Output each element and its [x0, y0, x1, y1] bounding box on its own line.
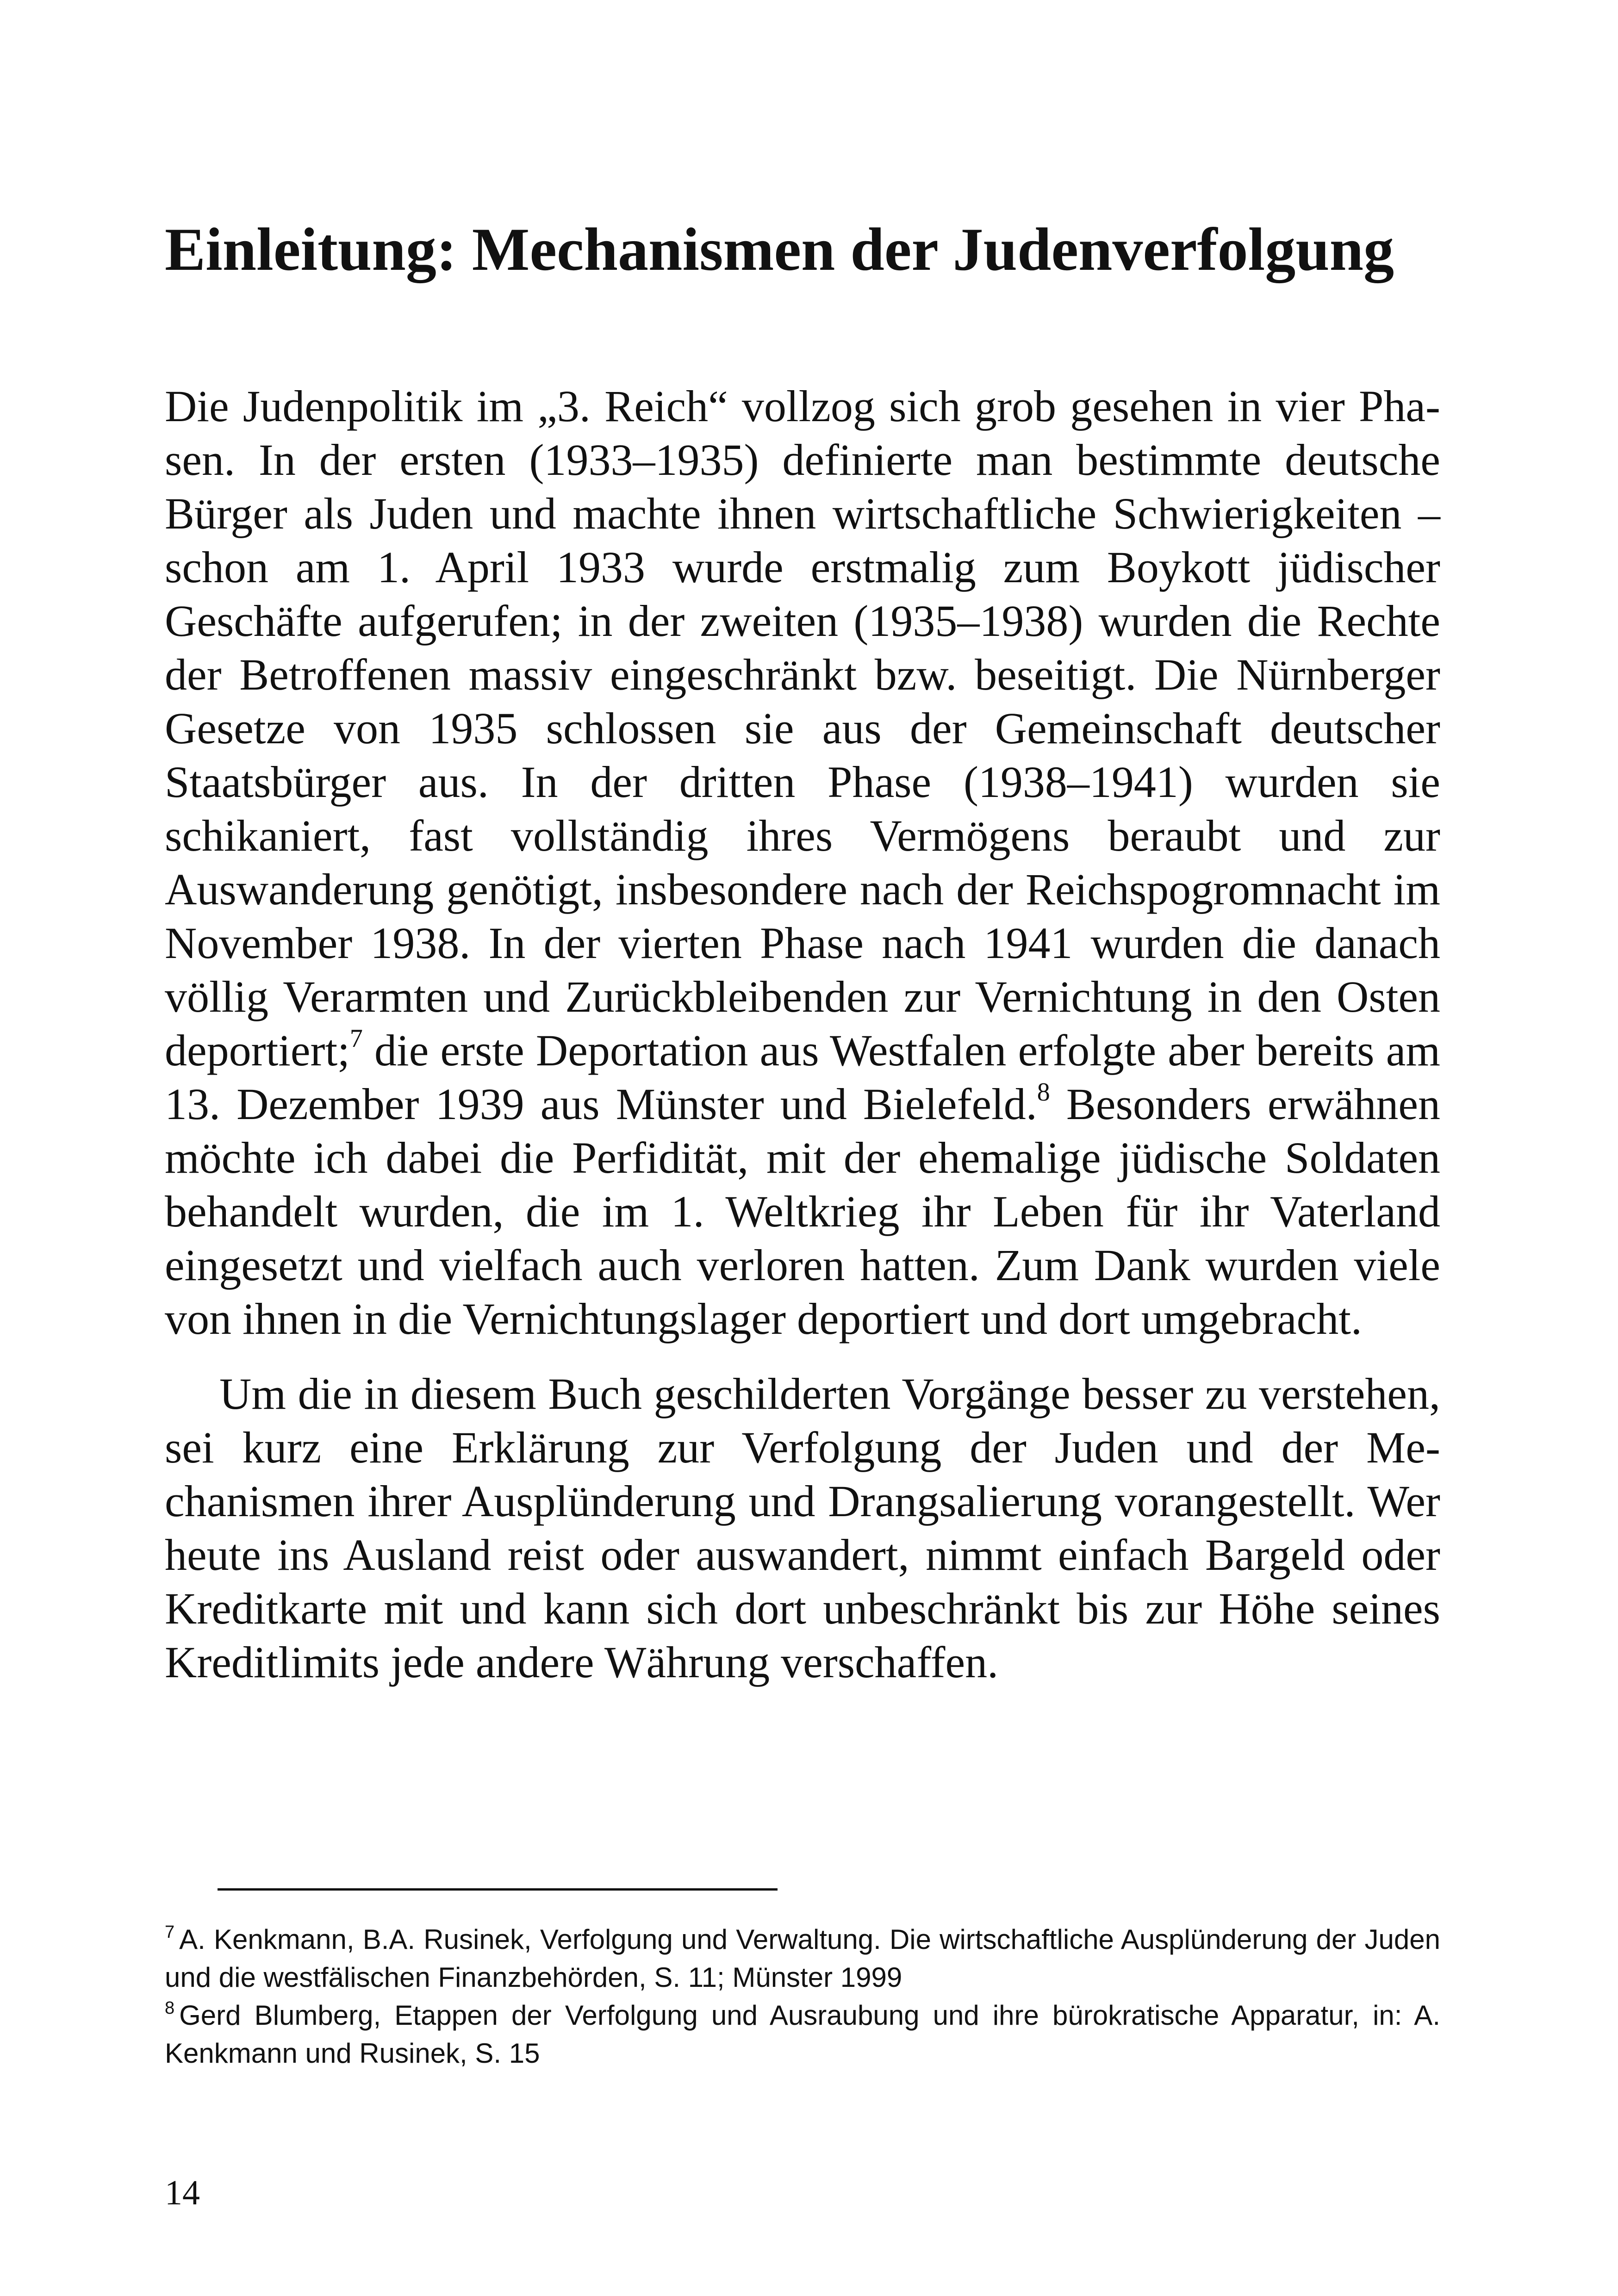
footnote-ref-8[interactable]: 8	[1037, 1078, 1050, 1107]
page-number: 14	[165, 2173, 200, 2212]
footnote-7	[165, 1921, 1440, 1997]
footnote-text: Gerd Blumberg, Etappen der Verfolgung und Ausraubung und ihre bürokratische Apparatur, in: A. Kenkmann und Rusinek, S. 15	[165, 2000, 1440, 2069]
paragraph-1-part-3: Besonders erwähnen möchte ich dabei die Perfidität, mit der ehemalige jüdische Soldaten behandelt wurden, die im 1. Weltkrieg ihr Leben für ihr Vaterland eingesetzt und vielfach auch verloren hatten. Zum Dank wurden viele von ihnen in die Vernichtungslager deportiert und dort umgebracht.	[165, 1079, 1440, 1344]
footnote-number: 8	[165, 1998, 175, 2018]
paragraph-1	[165, 380, 1440, 1346]
body-text	[165, 380, 1440, 1689]
footnote-text: A. Kenkmann, B.A. Rusinek, Verfolgung und Verwaltung. Die wirtschaftliche Ausplünderung der Juden und die westfälischen Finanzbehörden, S. 11; Münster 1999	[165, 1924, 1440, 1993]
footnote-8	[165, 1997, 1440, 2072]
paragraph-1-part-2: die erste Deportation aus Westfalen erfolgte aber bereits am 13. Dezember 1939 aus Münster und Bielefeld.	[165, 1026, 1440, 1129]
paragraph-1-part-1: Die Judenpolitik im „3. Reich“ vollzog sich grob gesehen in vier Phasen. In der ersten (1933–1935) definierte man bestimmte deutsche Bürger als Juden und machte ihnen wirtschaftliche Schwierigkeiten – schon am 1. April 1933 wurde erstmalig zum Boykott jüdischer Geschäfte aufgerufen; in der zweiten (1935–1938) wurden die Rechte der Betroffenen massiv eingeschränkt bzw. beseitigt. Die Nürnberger Gesetze von 1935 schlossen sie aus der Gemeinschaft deutscher Staatsbürger aus. In der dritten Phase (1938–1941) wurden sie schikaniert, fast vollständig ihres Vermögens beraubt und zur Auswanderung genötigt, insbesondere nach der Reichspogromnacht im November 1938. In der vierten Phase nach 1941 wurden die danach völlig Verarmten und Zurückbleibenden zur Vernichtung in den Osten deportiert;	[165, 381, 1440, 1075]
footnote-ref-7[interactable]: 7	[349, 1024, 363, 1053]
footnotes	[165, 1921, 1440, 2072]
paragraph-2: Um die in diesem Buch geschilderten Vorgänge besser zu verstehen, sei kurz eine Erklärung zur Verfolgung der Juden und der Mechanismen ihrer Ausplünderung und Drangsalierung vorangestellt. Wer heute ins Ausland reist oder auswandert, nimmt einfach Bargeld oder Kreditkarte mit und kann sich dort unbeschränkt bis zur Höhe seines Kreditlimits jede andere Währung verschaffen.	[165, 1369, 1440, 1687]
footnote-divider	[218, 1888, 778, 1891]
chapter-title: Einleitung: Mechanismen der Judenverfolgung	[165, 215, 1394, 283]
footnote-number: 7	[165, 1923, 175, 1942]
